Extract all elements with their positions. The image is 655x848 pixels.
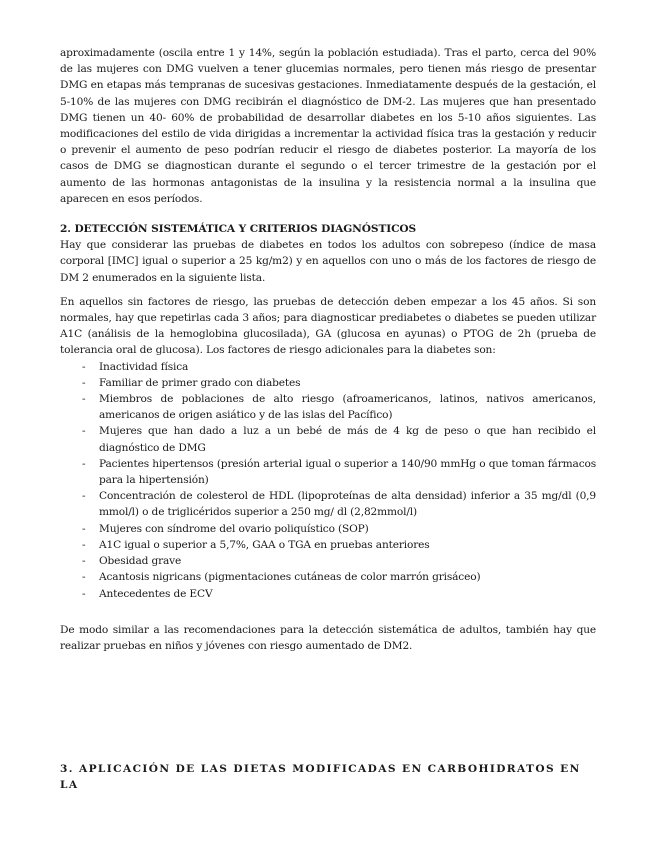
list-item-text: Mujeres que han dado a luz a un bebé de más de 4 kg de peso o que han recibido el diagnóstico de DMG [99, 425, 596, 454]
list-item [82, 537, 596, 553]
bullet-dash: - [82, 538, 86, 551]
section-3-heading: 3. APLICACIÓN DE LAS DIETAS MODIFICADAS EN CARBOHIDRATOS EN LA [60, 763, 581, 792]
list-item-text: Inactividad física [99, 360, 189, 373]
list-item [82, 521, 596, 537]
list-item-text: Acantosis nigricans (pigmentaciones cutáneas de color marrón grisáceo) [99, 571, 481, 584]
list-item [82, 586, 596, 602]
list-item-text: Obesidad grave [99, 555, 182, 568]
bullet-dash: - [82, 490, 86, 503]
list-item-text: Pacientes hipertensos (presión arterial igual o superior a 140/90 mmHg o que toman fármacos para la hipertensión) [99, 457, 596, 487]
list-item [82, 375, 596, 391]
list-item [82, 391, 596, 423]
list-item-text: Concentración de colesterol de HDL (lipoproteínas de alta densidad) inferior a 35 mg/dl (0,9 mmol/l) o de triglicéridos superior a 250 mg/ dl (2,82mmol/l) [99, 490, 596, 519]
intro-paragraph: aproximadamente (oscila entre 1 y 14%, según la población estudiada). Tras el parto, cerca del 90% de las mujeres con DMG vuelven a tener glucemias normales, pero tienen más riesgo de presentar DMG en etapas más tempranas de sucesivas gestaciones. Inmediatamente después de la gestación, el 5-10% de las mujeres con DMG recibirán el diagnóstico de DM-2. Las mujeres que han presentado DMG tienen un 40- 60% de probabilidad de desarrollar diabetes en los 5-10 años siguientes. Las modificaciones del estilo de vida dirigidas a incrementar la actividad física tras la gestación y reducir o prevenir el aumento de peso podrían reducir el riesgo de diabetes posterior. La mayoría de los casos de DMG se diagnostican durante el segundo o el tercer trimestre de la gestación por el aumento de las hormonas antagonistas de la insulina y la resistencia normal a la insulina que aparecen en esos períodos. [60, 47, 596, 205]
list-item [82, 423, 596, 455]
bullet-dash: - [82, 571, 86, 584]
bullet-dash: - [82, 457, 86, 470]
bullet-dash: - [82, 376, 86, 389]
list-item-text: Antecedentes de ECV [99, 587, 213, 600]
risk-factor-list [60, 359, 596, 602]
list-item [82, 488, 596, 520]
bullet-dash: - [82, 587, 86, 600]
list-item-text: Familiar de primer grado con diabetes [99, 376, 301, 389]
section-2-paragraph-1: Hay que considerar las pruebas de diabetes en todos los adultos con sobrepeso (índice de masa corporal [IMC] igual o superior a 25 kg/m2) y en aquellos con uno o más de los factores de riesgo de DM 2 enumerados en la siguiente lista. [60, 239, 596, 284]
list-item-text: Mujeres con síndrome del ovario poliquístico (SOP) [99, 522, 369, 535]
list-item [82, 456, 596, 488]
list-item [82, 359, 596, 375]
bullet-dash: - [82, 555, 86, 568]
list-item-text: Miembros de poblaciones de alto riesgo (afroamericanos, latinos, nativos americanos, americanos de origen asiático y de las islas del Pacífico) [99, 393, 596, 422]
section-2-closing-paragraph: De modo similar a las recomendaciones para la detección sistemática de adultos, también hay que realizar pruebas en niños y jóvenes con riesgo aumentado de DM2. [60, 623, 596, 652]
list-item [82, 569, 596, 585]
bullet-dash: - [82, 360, 86, 373]
bullet-dash: - [82, 522, 86, 535]
section-2-paragraph-2: En aquellos sin factores de riesgo, las pruebas de detección deben empezar a los 45 años. Si son normales, hay que repetirlas cada 3 años; para diagnosticar prediabetes o diabetes se pueden utilizar A1C (análisis de la hemoglobina glucosilada), GA (glucosa en ayunas) o PTOG de 2h (prueba de tolerancia oral de glucosa). Los factores de riesgo adicionales para la diabetes son: [60, 295, 596, 357]
bullet-dash: - [82, 393, 86, 406]
bullet-dash: - [82, 425, 86, 438]
list-item-text: A1C igual o superior a 5,7%, GAA o TGA en pruebas anteriores [99, 538, 430, 551]
section-2-heading: 2. DETECCIÓN SISTEMÁTICA Y CRITERIOS DIAGNÓSTICOS [60, 223, 417, 236]
list-item [82, 553, 596, 569]
